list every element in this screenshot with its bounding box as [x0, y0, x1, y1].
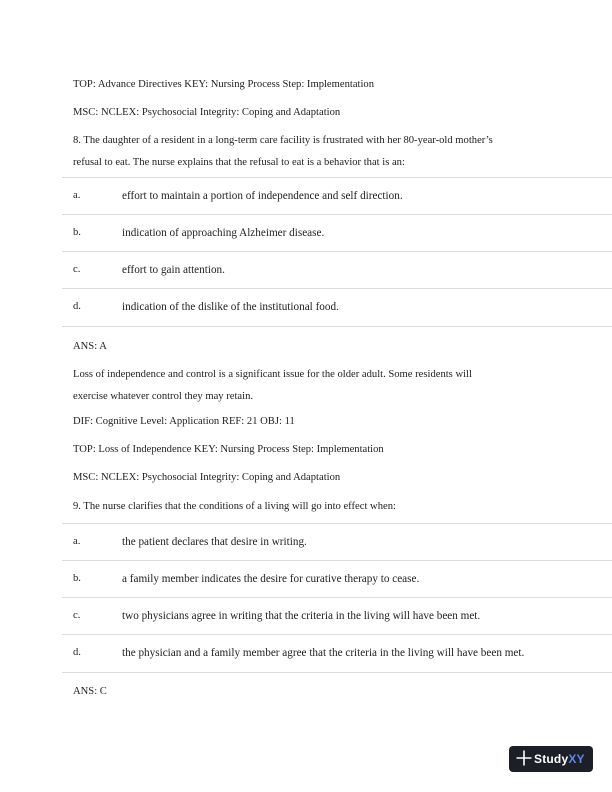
rationale-line-1: Loss of independence and control is a significant issue for the older adult. Some residents will [73, 369, 472, 380]
option-row [62, 634, 612, 673]
option-row [62, 597, 612, 635]
option-text: effort to gain attention. [122, 264, 225, 276]
q7-topic-line: TOP: Advance Directives KEY: Nursing Process Step: Implementation [73, 79, 374, 90]
option-text: effort to maintain a portion of independence and self direction. [122, 190, 403, 202]
question-9-stem: 9. The nurse clarifies that the conditions of a living will go into effect when: [73, 501, 396, 512]
logo-text-accent: XY [568, 752, 585, 766]
plus-icon [515, 749, 533, 767]
question-8-topic-line: TOP: Loss of Independence KEY: Nursing Process Step: Implementation [73, 444, 384, 455]
option-row [62, 560, 612, 598]
option-text: two physicians agree in writing that the criteria in the living will have been met. [122, 610, 481, 622]
question-8-dif-line: DIF: Cognitive Level: Application REF: 21 OBJ: 11 [73, 416, 295, 427]
option-letter: a. [73, 190, 81, 201]
option-text: indication of approaching Alzheimer disease. [122, 227, 325, 239]
option-row [62, 288, 612, 327]
option-letter: b. [73, 227, 81, 238]
question-8-stem [73, 130, 543, 174]
question-9-answer: ANS: C [73, 686, 107, 697]
logo-text-main: Study [534, 752, 569, 766]
question-8-answer: ANS: A [73, 341, 107, 352]
logo-wordmark [534, 752, 585, 766]
option-letter: d. [73, 647, 81, 658]
option-letter: a. [73, 536, 81, 547]
studyxy-logo-badge[interactable] [509, 746, 593, 772]
rationale-line-2: exercise whatever control they may retain. [73, 391, 254, 402]
option-text: the patient declares that desire in writing. [122, 536, 307, 548]
option-text: indication of the dislike of the institutional food. [122, 301, 339, 313]
option-letter: c. [73, 610, 81, 621]
option-letter: b. [73, 573, 81, 584]
question-8-msc-line: MSC: NCLEX: Psychosocial Integrity: Coping and Adaptation [73, 472, 341, 483]
option-row [62, 523, 612, 561]
question-8-stem-line-1: 8. The daughter of a resident in a long-term care facility is frustrated with her 80-year-old mother’s [73, 135, 493, 146]
option-row [62, 177, 612, 215]
option-text: the physician and a family member agree that the criteria in the living will have been met. [122, 647, 525, 659]
option-text: a family member indicates the desire for curative therapy to cease. [122, 573, 420, 585]
q7-msc-line: MSC: NCLEX: Psychosocial Integrity: Coping and Adaptation [73, 107, 341, 118]
option-row [62, 214, 612, 252]
option-row [62, 251, 612, 289]
question-8-rationale [73, 364, 543, 408]
option-letter: d. [73, 301, 81, 312]
option-letter: c. [73, 264, 81, 275]
question-8-stem-line-2: refusal to eat. The nurse explains that the refusal to eat is a behavior that is an: [73, 157, 405, 168]
